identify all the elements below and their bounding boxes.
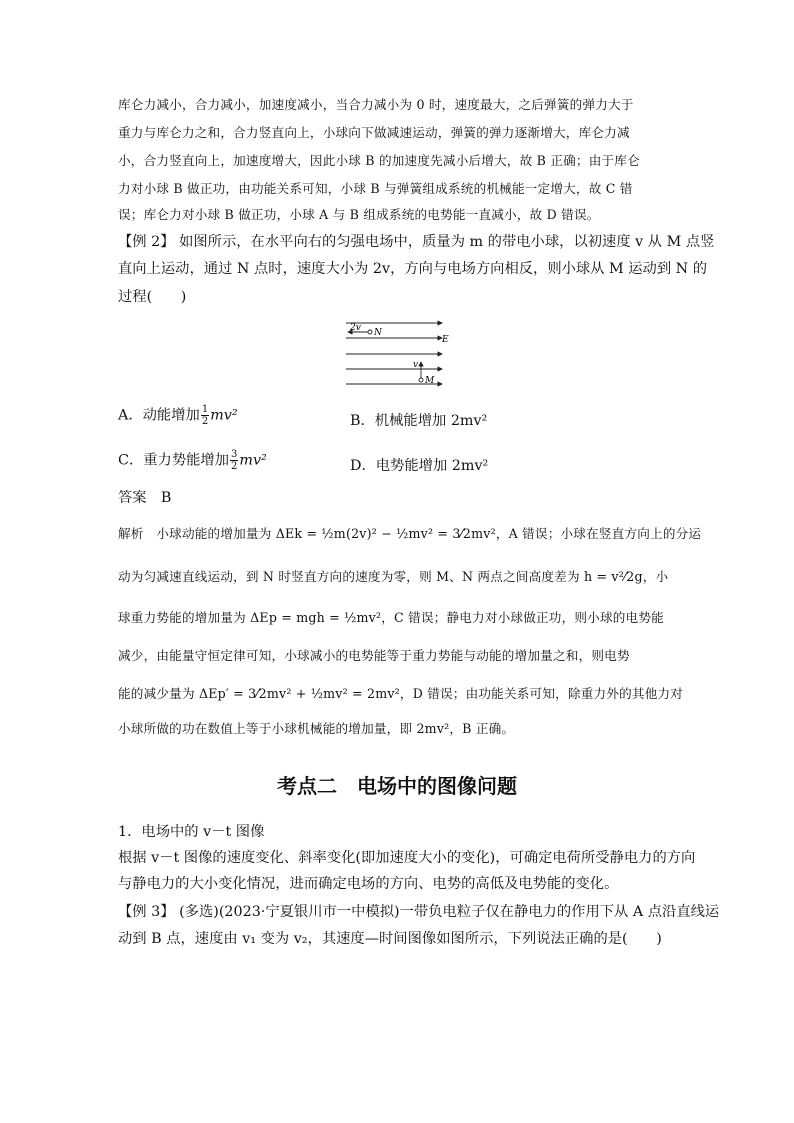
- frac-num: 3: [231, 449, 238, 460]
- example3-line: 【例 3】 (多选)(2023·宁夏银川市一中模拟)一带负电粒子仅在静电力的作用下从 A 点沿直线运: [118, 904, 720, 920]
- para-line: 误；库仑力对小球 B 做正功，小球 A 与 B 组成系统的电势能一直减小，故 D 错误。: [118, 207, 600, 222]
- point-m-ball: [419, 378, 423, 382]
- example2-line: 过程( ): [118, 289, 187, 305]
- analysis-line: 减少，由能量守恒定律可知，小球减小的电势能等于重力势能与动能的增加量之和，则电势: [118, 648, 630, 663]
- option-a-tail: mv²: [210, 407, 238, 424]
- para-line: 小，合力竖直向上，加速度增大，因此小球 B 的加速度先减小后增大，故 B 正确；由于库仑: [118, 153, 640, 168]
- label-n: N: [374, 328, 382, 338]
- section-line: 根据 v－t 图像的速度变化、斜率变化(即加速度大小的变化)，可确定电荷所受静电力的方向: [118, 850, 696, 866]
- subsection-heading: 1．电场中的 v－t 图像: [118, 824, 265, 840]
- option-d: D．电势能增加 2mv²: [350, 458, 489, 474]
- analysis-line: 解析 小球动能的增加量为 ΔEk = ½m(2v)² − ½mv² = 3⁄2mv²，A 错误；小球在竖直方向上的分运: [118, 526, 702, 541]
- label-m: M: [425, 376, 435, 386]
- example2-line: 【例 2】 如图所示，在水平向右的匀强电场中，质量为 m 的带电小球，以初速度 v 从 M 点竖: [118, 234, 715, 250]
- label-v: v: [413, 360, 419, 370]
- option-c-text: C．重力势能增加: [118, 452, 230, 469]
- para-line: 重力与库仑力之和，合力竖直向上，小球向下做减速运动，弹簧的弹力逐渐增大，库仑力减: [118, 125, 630, 140]
- option-c: [118, 449, 267, 472]
- point-n-ball: [368, 330, 372, 334]
- example2-line: 直向上运动，通过 N 点时，速度大小为 2v，方向与电场方向相反，则小球从 M 运动到 N 的: [118, 261, 708, 277]
- answer: 答案 B: [118, 490, 172, 506]
- para-line: 力对小球 B 做正功，由功能关系可知，小球 B 与弹簧组成系统的机械能一定增大，故 C 错: [118, 181, 633, 196]
- frac-num: 1: [201, 404, 209, 415]
- analysis-line: 小球所做的功在数值上等于小球机械能的增加量，即 2mv²，B 正确。: [118, 721, 515, 736]
- option-a: [118, 404, 238, 427]
- electric-field-figure: [340, 318, 460, 390]
- para-line: 库仑力减小，合力减小，加速度减小，当合力减小为 0 时，速度最大，之后弹簧的弹力大于: [118, 97, 634, 112]
- analysis-line: 能的减少量为 ΔEp′ = 3⁄2mv² + ½mv² = 2mv²，D 错误；由功能关系可知，除重力外的其他力对: [118, 686, 684, 701]
- fraction: [230, 449, 238, 472]
- label-e: E: [442, 335, 449, 345]
- frac-den: 2: [231, 461, 238, 472]
- fraction: [201, 404, 209, 427]
- section-line: 与静电力的大小变化情况，进而确定电场的方向、电势的高低及电势能的变化。: [118, 876, 619, 892]
- option-c-tail: mv²: [239, 452, 267, 469]
- analysis-line: 动为匀减速直线运动，到 N 时竖直方向的速度为零，则 M、N 两点之间高度差为 h = v²⁄2g，小: [118, 569, 669, 584]
- section-title: 考点二 电场中的图像问题: [277, 774, 517, 798]
- option-a-text: A．动能增加: [118, 407, 200, 424]
- label-2v: 2v: [350, 323, 361, 333]
- analysis-line: 球重力势能的增加量为 ΔEp = mgh = ½mv²，C 错误；静电力对小球做正功，则小球的电势能: [118, 610, 664, 625]
- frac-den: 2: [201, 416, 209, 427]
- option-b: B．机械能增加 2mv²: [350, 413, 488, 429]
- example3-line: 动到 B 点，速度由 v₁ 变为 v₂，其速度—时间图像如图所示，下列说法正确的是( ): [118, 931, 662, 947]
